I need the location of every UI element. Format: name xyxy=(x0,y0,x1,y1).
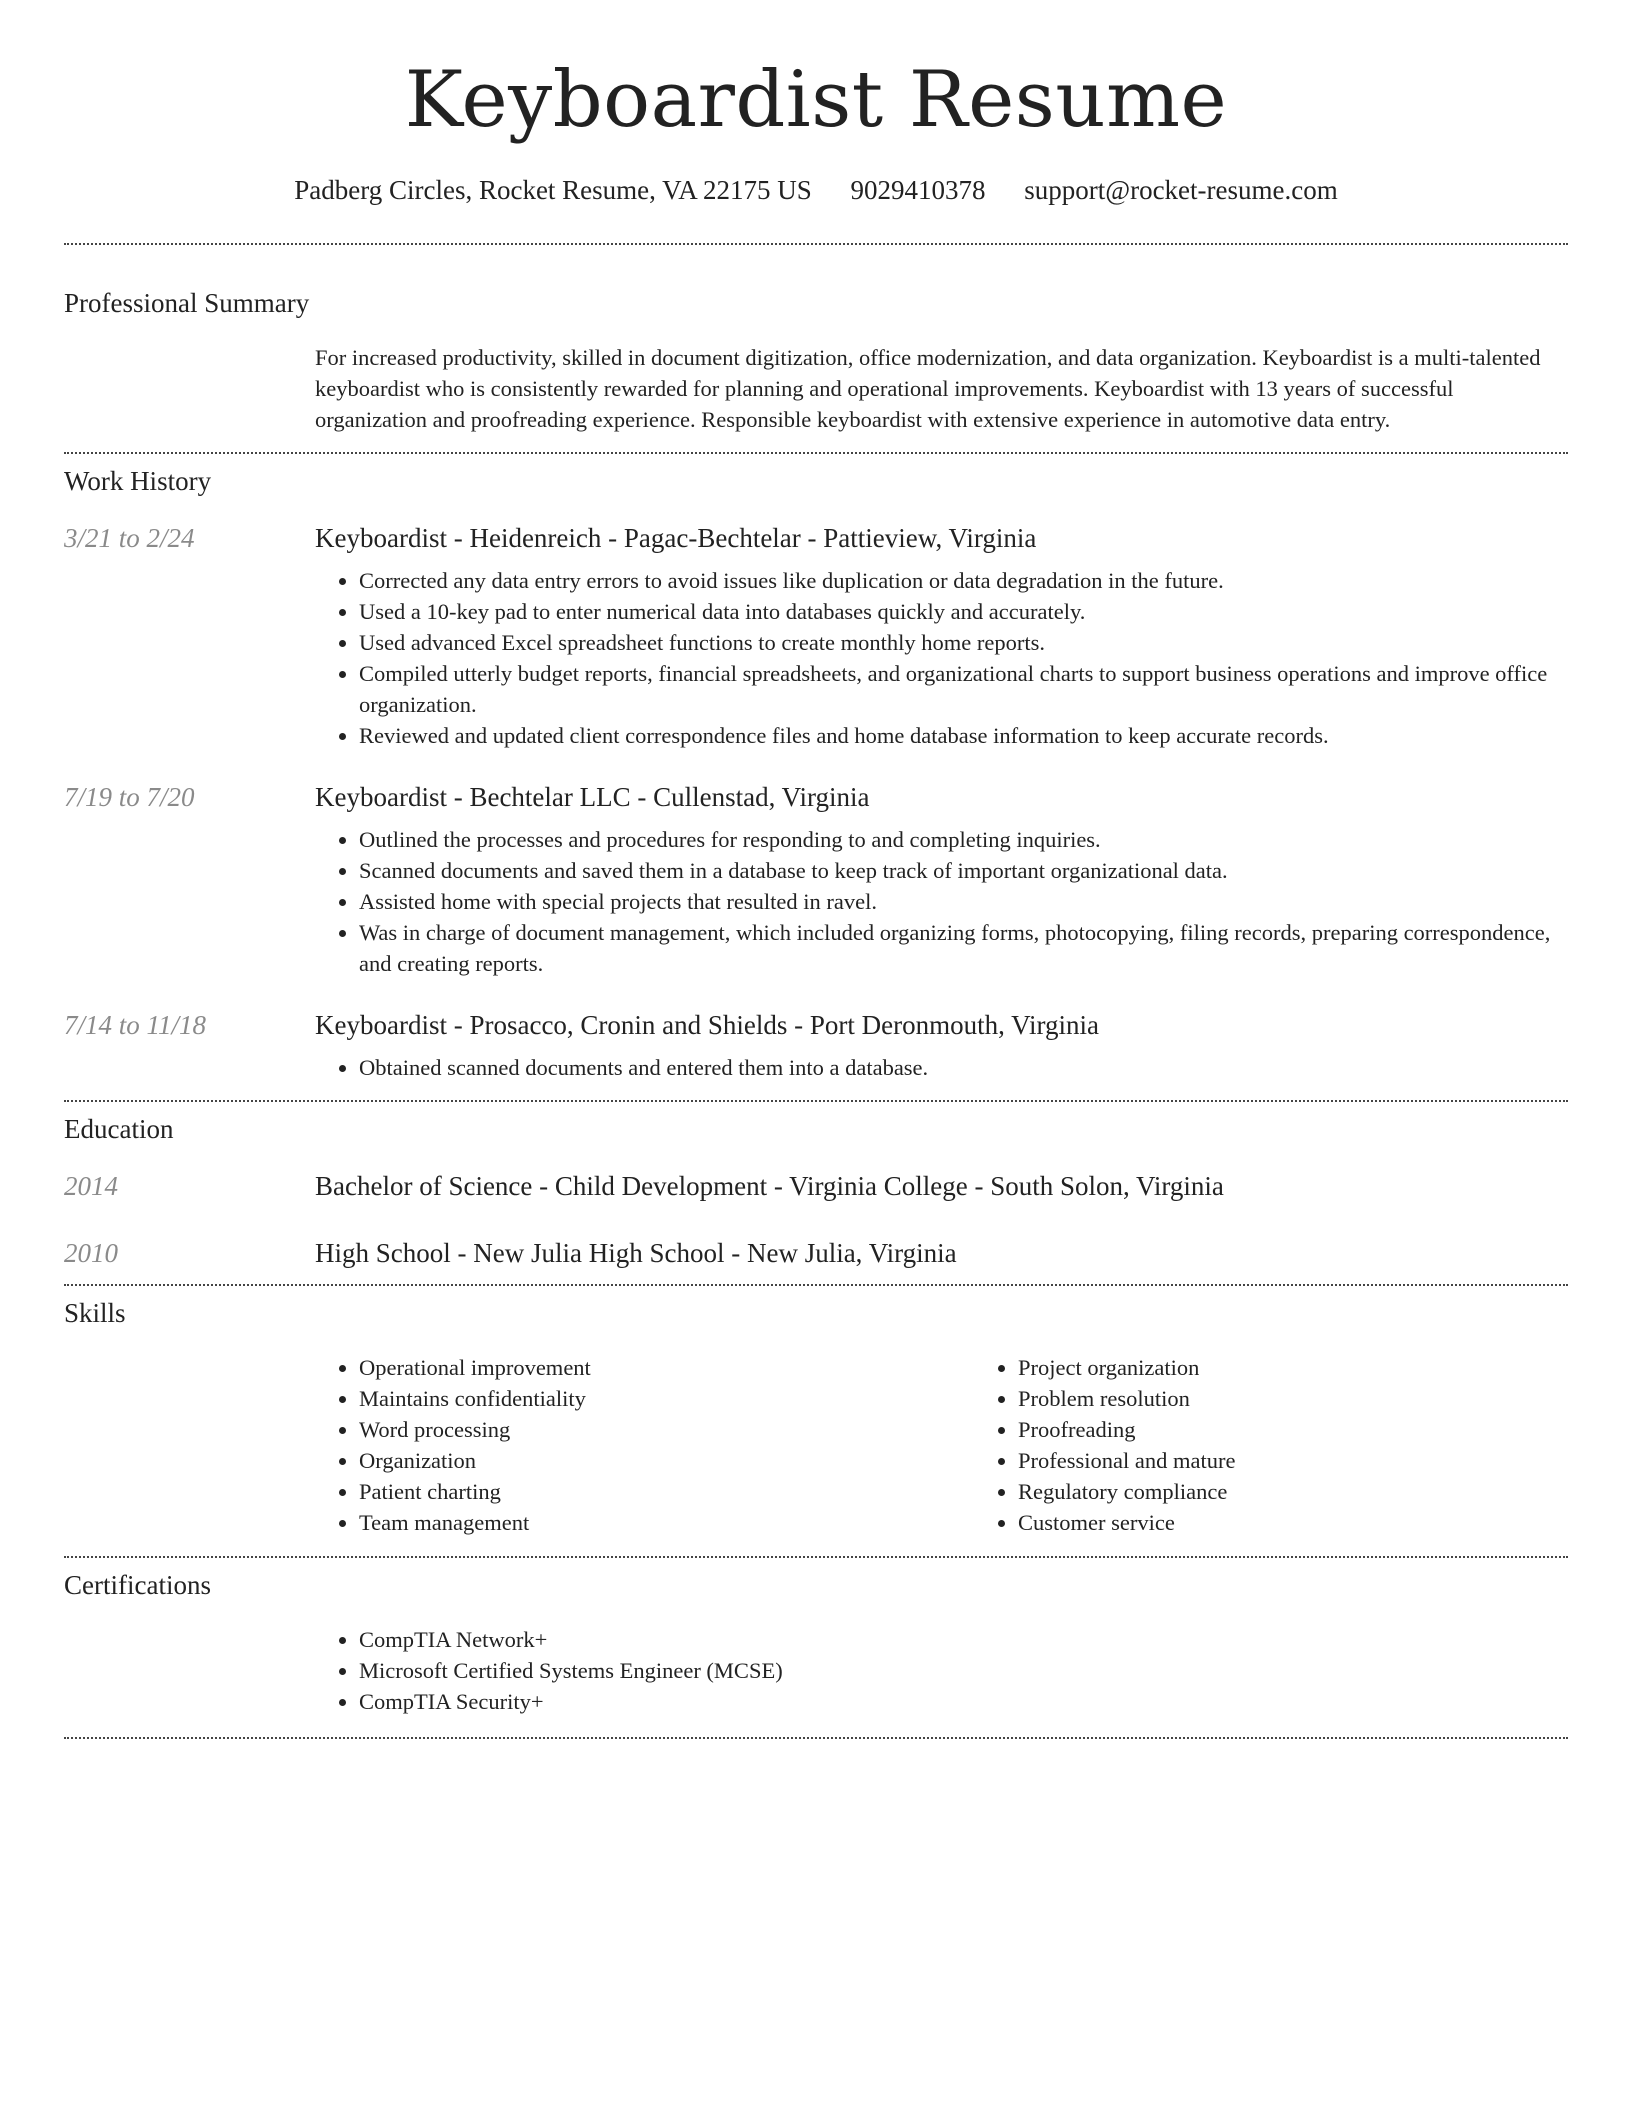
education-year: 2010 xyxy=(64,1238,118,1268)
job-dates: 7/19 to 7/20 xyxy=(64,782,195,812)
skill-item: • Regulatory compliance xyxy=(1018,1476,1632,1507)
work-history-heading: Work History xyxy=(64,466,212,496)
job-entry xyxy=(64,1008,1568,1083)
certifications-heading: Certifications xyxy=(64,1570,211,1600)
skill-item: • Customer service xyxy=(1018,1507,1632,1538)
job-title: Keyboardist - Bechtelar LLC - Cullenstad, Virginia xyxy=(315,782,870,812)
skill-item: • Proofreading xyxy=(1018,1414,1632,1445)
list-item: • Used advanced Excel spreadsheet functions to create monthly home reports. xyxy=(359,627,1568,658)
skill-item: • Organization xyxy=(359,1445,974,1476)
certifications-row xyxy=(64,1624,1568,1717)
divider xyxy=(64,1284,1568,1286)
list-item: • Corrected any data entry errors to avoid issues like duplication or data degradation in the future. xyxy=(359,565,1568,596)
summary-text: For increased productivity, skilled in document digitization, office modernization, and data organization. Keyboardist is a multi-talented keyboardist who is consistently rewarded for planning and operational improvements. Keyboardist with 13 years of successful organization and proofreading experience. Responsible keyboardist with extensive experience in automotive data entry. xyxy=(315,345,1541,432)
job-dates: 3/21 to 2/24 xyxy=(64,523,195,553)
summary-heading: Professional Summary xyxy=(64,288,310,318)
list-item: • Was in charge of document management, which included organizing forms, photocopying, filing records, preparing correspondence, and creating reports. xyxy=(359,917,1568,979)
divider xyxy=(64,1556,1568,1558)
address: Padberg Circles, Rocket Resume, VA 22175 US xyxy=(294,175,812,205)
skills-heading: Skills xyxy=(64,1298,126,1328)
education-heading: Education xyxy=(64,1114,174,1144)
education-year: 2014 xyxy=(64,1171,118,1201)
resume-page xyxy=(64,0,1568,1739)
job-dates: 7/14 to 11/18 xyxy=(64,1010,207,1040)
certification-item: • CompTIA Security+ xyxy=(359,1686,1568,1717)
contact-line xyxy=(64,170,1568,210)
email: support@rocket-resume.com xyxy=(1024,175,1338,205)
certification-item: • Microsoft Certified Systems Engineer (MCSE) xyxy=(359,1655,1568,1686)
education-text: Bachelor of Science - Child Development - Virginia College - South Solon, Virginia xyxy=(315,1171,1224,1201)
divider xyxy=(64,1100,1568,1102)
list-item: • Outlined the processes and procedures for responding to and completing inquiries. xyxy=(359,824,1568,855)
list-item: • Compiled utterly budget reports, financial spreadsheets, and organizational charts to support business operations and improve office organization. xyxy=(359,658,1568,720)
skill-item: • Problem resolution xyxy=(1018,1383,1632,1414)
skill-item: • Patient charting xyxy=(359,1476,974,1507)
list-item: • Assisted home with special projects that resulted in ravel. xyxy=(359,886,1568,917)
certifications-list xyxy=(315,1624,1568,1717)
list-item: • Reviewed and updated client correspondence files and home database information to keep accurate records. xyxy=(359,720,1568,751)
skill-item: • Team management xyxy=(359,1507,974,1538)
list-item: • Obtained scanned documents and entered them into a database. xyxy=(359,1052,1568,1083)
education-entry xyxy=(64,1236,1568,1270)
job-bullets xyxy=(315,565,1568,751)
certification-item: • CompTIA Network+ xyxy=(359,1624,1568,1655)
job-bullets xyxy=(315,824,1568,979)
skill-item: • Maintains confidentiality xyxy=(359,1383,974,1414)
phone: 9029410378 xyxy=(850,175,986,205)
education-text: High School - New Julia High School - New Julia, Virginia xyxy=(315,1238,957,1268)
job-entry xyxy=(64,780,1568,979)
divider xyxy=(64,452,1568,454)
list-item: • Scanned documents and saved them in a database to keep track of important organizational data. xyxy=(359,855,1568,886)
skill-item: • Professional and mature xyxy=(1018,1445,1632,1476)
resume-name: Keyboardist Resume xyxy=(404,55,1228,145)
divider xyxy=(64,1737,1568,1739)
skills-list-right xyxy=(974,1352,1632,1538)
job-title: Keyboardist - Heidenreich - Pagac-Bechtelar - Pattieview, Virginia xyxy=(315,523,1037,553)
skill-item: • Word processing xyxy=(359,1414,974,1445)
skill-item: • Project organization xyxy=(1018,1352,1632,1383)
summary-row xyxy=(64,342,1568,435)
skills-row xyxy=(64,1352,1568,1538)
job-bullets xyxy=(315,1052,1568,1083)
job-entry xyxy=(64,521,1568,751)
skills-list-left xyxy=(315,1352,974,1538)
job-title: Keyboardist - Prosacco, Cronin and Shields - Port Deronmouth, Virginia xyxy=(315,1010,1100,1040)
divider xyxy=(64,243,1568,245)
education-entry xyxy=(64,1169,1568,1203)
list-item: • Used a 10-key pad to enter numerical data into databases quickly and accurately. xyxy=(359,596,1568,627)
skill-item: • Operational improvement xyxy=(359,1352,974,1383)
